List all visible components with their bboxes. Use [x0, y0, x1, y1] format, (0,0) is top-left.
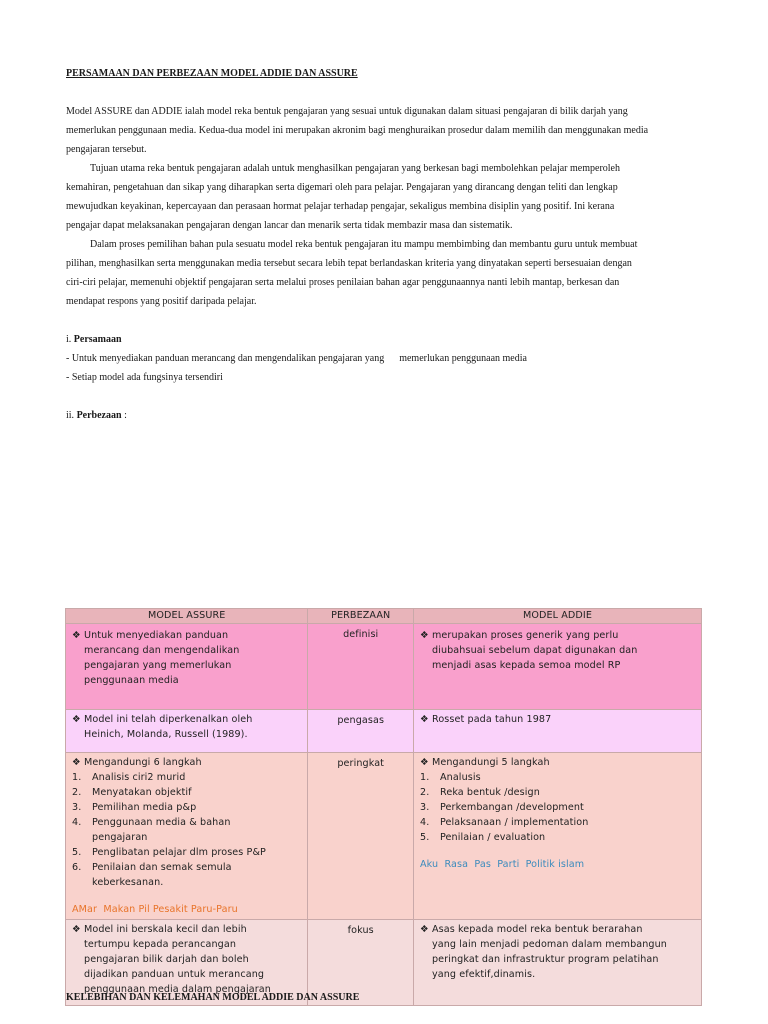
cell-line: dijadikan panduan untuk merancang: [84, 969, 265, 980]
doc-title: PERSAMAAN DAN PERBEZAAN MODEL ADDIE DAN ASSURE: [66, 68, 358, 79]
addie-mnemonic: Aku Rasa Pas Parti Politik islam: [419, 859, 585, 870]
step-number: 6.: [72, 862, 82, 873]
addie-cell: [413, 753, 701, 920]
addie-cell: [413, 710, 701, 753]
header-perbezaan: PERBEZAAN: [308, 609, 414, 624]
step-item: [72, 830, 301, 845]
step-text: Analisis ciri2 murid: [92, 772, 186, 783]
addie-cell: [413, 920, 701, 1006]
step-item: [72, 860, 301, 875]
paragraph-3-line: mendapat respons yang positif daripada pelajar.: [66, 296, 257, 307]
step-number: 3.: [72, 802, 82, 813]
step-text: keberkesanan.: [92, 877, 164, 888]
step-text: Penglibatan pelajar dlm proses P&P: [92, 847, 266, 858]
step-text: Pemilihan media p&p: [92, 802, 197, 813]
cell-line: yang efektif,dinamis.: [431, 969, 536, 980]
step-number: 2.: [419, 787, 430, 798]
addie-steps-list: [420, 770, 695, 845]
aspect-cell: [308, 624, 414, 710]
step-item: [72, 875, 301, 890]
paragraph-1-line: Model ASSURE dan ADDIE ialah model reka bentuk pengajaran yang sesuai untuk digunakan dalam situasi pengajaran di bilik darjah yang: [66, 106, 628, 117]
diamond-bullet-icon: ❖: [419, 714, 429, 725]
step-item: [72, 845, 301, 860]
paragraph-2-line: kemahiran, pengetahuan dan sikap yang diharapkan serta digemari oleh para pelajar. Pengajaran yang dirancang dengan teliti dan lengkap: [66, 182, 618, 193]
section-suffix: :: [121, 410, 127, 421]
step-number: 3.: [419, 802, 430, 813]
cell-line: pengajaran yang memerlukan: [84, 660, 232, 671]
section-label: Perbezaan: [76, 410, 122, 421]
assure-cell: [66, 753, 308, 920]
paragraph-2-line: Tujuan utama reka bentuk pengajaran adalah untuk menghasilkan pengajaran yang berkesan bagi membolehkan pelajar memperoleh: [90, 163, 620, 174]
aspect-label: peringkat: [337, 758, 385, 769]
header-model-addie: MODEL ADDIE: [413, 609, 701, 624]
similarity-item: - Setiap model ada fungsinya tersendiri: [66, 372, 223, 383]
diamond-bullet-icon: ❖: [72, 924, 81, 935]
cell-line: penggunaan media: [84, 675, 179, 686]
step-text: Pelaksanaan / implementation: [439, 817, 589, 828]
step-number: 1.: [419, 772, 430, 783]
step-item: [72, 770, 301, 785]
paragraph-3-line: Dalam proses pemilihan bahan pula sesuatu model reka bentuk pengajaran itu mampu membimbing dan membantu guru untuk membuat: [90, 239, 638, 250]
step-text: Analusis: [439, 772, 481, 783]
step-item: [420, 815, 695, 830]
paragraph-2-line: pengajar dapat melaksanakan pengajaran dengan lancar dan menarik serta tidak membazir masa dan sistematik.: [66, 220, 513, 231]
cell-line: penggunaan media dalam pengajaran: [84, 984, 271, 995]
diamond-bullet-icon: ❖: [419, 757, 429, 768]
step-number: 5.: [72, 847, 82, 858]
paragraph-1-line: pengajaran tersebut.: [66, 144, 147, 155]
cell-line: tertumpu kepada perancangan: [84, 939, 236, 950]
diamond-bullet-icon: ❖: [419, 924, 429, 935]
cell-line: Model ini telah diperkenalkan oleh: [84, 714, 253, 725]
step-text: Menyatakan objektif: [92, 787, 192, 798]
cell-line: peringkat dan infrastruktur program pelatihan: [431, 954, 659, 965]
cell-line: pengajaran bilik darjah dan boleh: [84, 954, 249, 965]
cell-line: Asas kepada model reka bentuk berarahan: [431, 924, 643, 935]
document-body: [66, 64, 702, 425]
cell-line: menjadi asas kepada semoa model RP: [431, 660, 621, 671]
section-heading-perbezaan: [66, 406, 702, 425]
paragraph-1-line: memerlukan penggunaan media. Kedua-dua model ini merupakan akronim bagi menghuraikan prosedur dalam memilih dan menggunakan media: [66, 125, 649, 136]
step-item: [72, 785, 301, 800]
assure-mnemonic: AMar Makan Pil Pesakit Paru-Paru: [72, 904, 238, 915]
step-item: [72, 800, 301, 815]
paragraph-3-line: pilihan, menghasilkan serta menggunakan media tersebut secara lebih tepat berlandaskan kriteria yang dinyatakan seperti bersesuaian dengan: [66, 258, 632, 269]
step-number: 2.: [72, 787, 82, 798]
section-title-kelebihan: KELEBIHAN DAN KELEMAHAN MODEL ADDIE DAN ASSURE: [66, 992, 360, 1003]
step-text: pengajaran: [92, 832, 148, 843]
section-heading-persamaan: [66, 330, 702, 349]
aspect-cell: [308, 753, 414, 920]
cell-line: merancang dan mengendalikan: [84, 645, 240, 656]
section-label: Persamaan: [73, 334, 122, 345]
step-item: [72, 815, 301, 830]
section-number: ii.: [66, 410, 77, 421]
paragraph-3-line: ciri-ciri pelajar, memenuhi objektif pengajaran serta melalui proses penilaian bahan agar penggunaannya nanti lebih mantap, berkesan dan: [66, 277, 620, 288]
cell-line: Model ini berskala kecil dan lebih: [84, 924, 247, 935]
step-number: 5.: [419, 832, 430, 843]
table-row-pengasas: [66, 710, 702, 753]
assure-cell: [66, 710, 308, 753]
aspect-label: definisi: [343, 629, 379, 640]
step-text: Reka bentuk /design: [439, 787, 540, 798]
cell-line: Untuk menyediakan panduan: [84, 630, 229, 641]
cell-line: Heinich, Molanda, Russell (1989).: [84, 729, 248, 740]
assure-cell: [66, 624, 308, 710]
cell-line: Mengandungi 5 langkah: [431, 757, 550, 768]
step-text: Penilaian / evaluation: [439, 832, 546, 843]
step-item: [420, 770, 695, 785]
assure-steps-list: [72, 770, 301, 890]
addie-cell: [413, 624, 701, 710]
diamond-bullet-icon: ❖: [419, 630, 429, 641]
step-item: [420, 800, 695, 815]
header-model-assure: MODEL ASSURE: [66, 609, 308, 624]
aspect-cell: [308, 710, 414, 753]
step-number: 1.: [72, 772, 82, 783]
aspect-label: fokus: [347, 925, 374, 936]
step-text: Penilaian dan semak semula: [92, 862, 232, 873]
section-number: i.: [66, 334, 74, 345]
cell-line: Rosset pada tahun 1987: [431, 714, 552, 725]
paragraph-2-line: mewujudkan keyakinan, kepercayaan dan perasaan hormat pelajar terhadap pengajar, sekaligus membina disiplin yang positif. Ini kerana: [66, 201, 615, 212]
table-header-row: [66, 609, 702, 624]
table-row-peringkat: [66, 753, 702, 920]
table-row-definisi: [66, 624, 702, 710]
cell-line: Mengandungi 6 langkah: [84, 757, 202, 768]
cell-line: yang lain menjadi pedoman dalam membangun: [431, 939, 667, 950]
step-number: 4.: [419, 817, 430, 828]
step-number: 4.: [72, 817, 82, 828]
aspect-label: pengasas: [337, 715, 385, 726]
step-item: [420, 830, 695, 845]
cell-line: merupakan proses generik yang perlu: [431, 630, 619, 641]
diamond-bullet-icon: ❖: [72, 757, 81, 768]
step-item: [420, 785, 695, 800]
step-text: Perkembangan /development: [439, 802, 584, 813]
comparison-table: [65, 608, 702, 1006]
diamond-bullet-icon: ❖: [72, 714, 81, 725]
cell-line: diubahsuai sebelum dapat digunakan dan: [431, 645, 638, 656]
diamond-bullet-icon: ❖: [72, 630, 81, 641]
step-text: Penggunaan media & bahan: [92, 817, 231, 828]
similarity-item: - Untuk menyediakan panduan merancang dan mengendalikan pengajaran yang memerlukan penggunaan media: [66, 353, 527, 364]
